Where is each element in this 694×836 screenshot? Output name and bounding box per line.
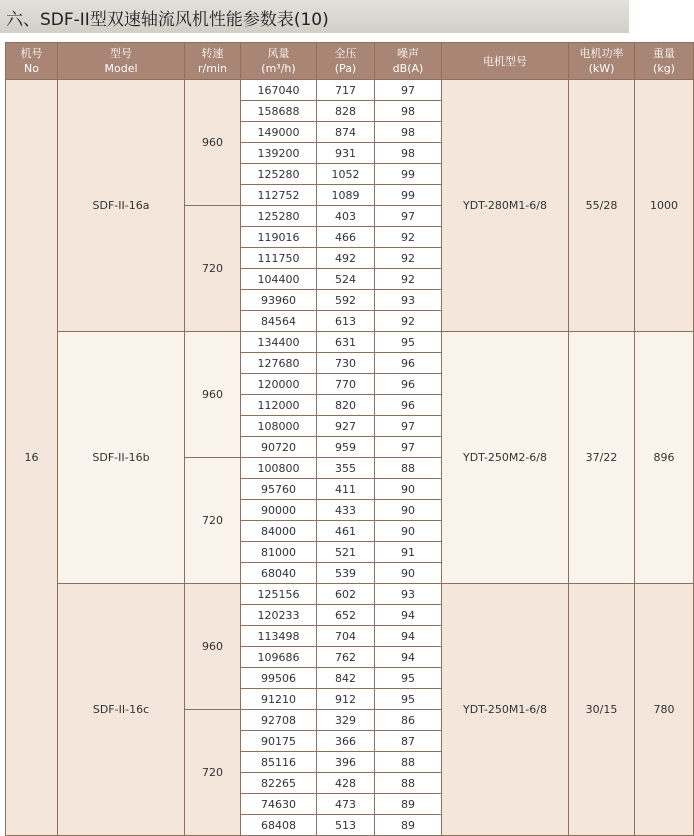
pressure-cell: 461 <box>317 521 375 542</box>
motor-cell: YDT-280M1-6/8 <box>442 80 569 332</box>
airflow-cell: 113498 <box>241 626 317 647</box>
table-header-row <box>6 43 694 80</box>
noise-cell: 90 <box>375 479 442 500</box>
noise-cell: 97 <box>375 416 442 437</box>
noise-cell: 99 <box>375 185 442 206</box>
airflow-cell: 74630 <box>241 794 317 815</box>
airflow-cell: 82265 <box>241 773 317 794</box>
pressure-cell: 433 <box>317 500 375 521</box>
airflow-cell: 90000 <box>241 500 317 521</box>
pressure-cell: 730 <box>317 353 375 374</box>
noise-cell: 96 <box>375 353 442 374</box>
pressure-cell: 492 <box>317 248 375 269</box>
airflow-cell: 167040 <box>241 80 317 101</box>
noise-cell: 98 <box>375 143 442 164</box>
airflow-cell: 68040 <box>241 563 317 584</box>
airflow-cell: 149000 <box>241 122 317 143</box>
header-no: 机号 No <box>6 43 58 80</box>
speed-cell: 960 <box>185 332 241 458</box>
header-noise: 噪声 dB(A) <box>375 43 442 80</box>
weight-cell: 780 <box>635 584 694 836</box>
pressure-cell: 329 <box>317 710 375 731</box>
noise-cell: 89 <box>375 815 442 836</box>
airflow-cell: 81000 <box>241 542 317 563</box>
noise-cell: 93 <box>375 584 442 605</box>
pressure-cell: 828 <box>317 101 375 122</box>
airflow-cell: 125280 <box>241 164 317 185</box>
model-cell: SDF-II-16a <box>58 80 185 332</box>
airflow-cell: 119016 <box>241 227 317 248</box>
airflow-cell: 120000 <box>241 374 317 395</box>
weight-cell: 896 <box>635 332 694 584</box>
airflow-cell: 100800 <box>241 458 317 479</box>
airflow-cell: 125156 <box>241 584 317 605</box>
airflow-cell: 127680 <box>241 353 317 374</box>
pressure-cell: 366 <box>317 731 375 752</box>
pressure-cell: 1052 <box>317 164 375 185</box>
header-weight: 重量 (kg) <box>635 43 694 80</box>
noise-cell: 90 <box>375 500 442 521</box>
airflow-cell: 112752 <box>241 185 317 206</box>
airflow-cell: 93960 <box>241 290 317 311</box>
fan-number-cell: 16 <box>6 80 58 836</box>
table-row <box>6 80 694 101</box>
pressure-cell: 602 <box>317 584 375 605</box>
pressure-cell: 927 <box>317 416 375 437</box>
noise-cell: 92 <box>375 269 442 290</box>
airflow-cell: 99506 <box>241 668 317 689</box>
airflow-cell: 108000 <box>241 416 317 437</box>
header-airflow: 风量 (m³/h) <box>241 43 317 80</box>
noise-cell: 88 <box>375 752 442 773</box>
power-cell: 37/22 <box>569 332 635 584</box>
model-cell: SDF-II-16b <box>58 332 185 584</box>
noise-cell: 87 <box>375 731 442 752</box>
noise-cell: 97 <box>375 437 442 458</box>
airflow-cell: 158688 <box>241 101 317 122</box>
speed-cell: 720 <box>185 710 241 836</box>
pressure-cell: 473 <box>317 794 375 815</box>
noise-cell: 88 <box>375 773 442 794</box>
noise-cell: 97 <box>375 206 442 227</box>
speed-cell: 960 <box>185 80 241 206</box>
power-cell: 30/15 <box>569 584 635 836</box>
table-row <box>6 584 694 605</box>
pressure-cell: 539 <box>317 563 375 584</box>
airflow-cell: 91210 <box>241 689 317 710</box>
noise-cell: 91 <box>375 542 442 563</box>
header-motor: 电机型号 <box>442 43 569 80</box>
pressure-cell: 912 <box>317 689 375 710</box>
noise-cell: 95 <box>375 332 442 353</box>
noise-cell: 92 <box>375 227 442 248</box>
pressure-cell: 874 <box>317 122 375 143</box>
pressure-cell: 652 <box>317 605 375 626</box>
motor-cell: YDT-250M2-6/8 <box>442 332 569 584</box>
airflow-cell: 84564 <box>241 311 317 332</box>
noise-cell: 94 <box>375 647 442 668</box>
power-cell: 55/28 <box>569 80 635 332</box>
noise-cell: 89 <box>375 794 442 815</box>
airflow-cell: 92708 <box>241 710 317 731</box>
pressure-cell: 1089 <box>317 185 375 206</box>
noise-cell: 96 <box>375 374 442 395</box>
model-cell: SDF-II-16c <box>58 584 185 836</box>
pressure-cell: 403 <box>317 206 375 227</box>
page-title: 六、SDF-II型双速轴流风机性能参数表(10) <box>6 10 329 30</box>
pressure-cell: 704 <box>317 626 375 647</box>
noise-cell: 97 <box>375 80 442 101</box>
airflow-cell: 125280 <box>241 206 317 227</box>
performance-table <box>5 42 694 836</box>
pressure-cell: 842 <box>317 668 375 689</box>
airflow-cell: 111750 <box>241 248 317 269</box>
airflow-cell: 139200 <box>241 143 317 164</box>
airflow-cell: 84000 <box>241 521 317 542</box>
motor-cell: YDT-250M1-6/8 <box>442 584 569 836</box>
pressure-cell: 355 <box>317 458 375 479</box>
noise-cell: 98 <box>375 122 442 143</box>
noise-cell: 86 <box>375 710 442 731</box>
pressure-cell: 396 <box>317 752 375 773</box>
noise-cell: 99 <box>375 164 442 185</box>
airflow-cell: 112000 <box>241 395 317 416</box>
airflow-cell: 109686 <box>241 647 317 668</box>
noise-cell: 90 <box>375 521 442 542</box>
pressure-cell: 959 <box>317 437 375 458</box>
pressure-cell: 820 <box>317 395 375 416</box>
header-pressure: 全压 (Pa) <box>317 43 375 80</box>
airflow-cell: 85116 <box>241 752 317 773</box>
speed-cell: 960 <box>185 584 241 710</box>
table-row <box>6 332 694 353</box>
noise-cell: 88 <box>375 458 442 479</box>
pressure-cell: 411 <box>317 479 375 500</box>
weight-cell: 1000 <box>635 80 694 332</box>
header-power: 电机功率 (kW) <box>569 43 635 80</box>
pressure-cell: 513 <box>317 815 375 836</box>
noise-cell: 93 <box>375 290 442 311</box>
pressure-cell: 717 <box>317 80 375 101</box>
noise-cell: 94 <box>375 626 442 647</box>
airflow-cell: 95760 <box>241 479 317 500</box>
airflow-cell: 90175 <box>241 731 317 752</box>
header-model: 型号 Model <box>58 43 185 80</box>
pressure-cell: 592 <box>317 290 375 311</box>
noise-cell: 95 <box>375 668 442 689</box>
noise-cell: 94 <box>375 605 442 626</box>
speed-cell: 720 <box>185 206 241 332</box>
noise-cell: 98 <box>375 101 442 122</box>
noise-cell: 92 <box>375 311 442 332</box>
noise-cell: 92 <box>375 248 442 269</box>
noise-cell: 90 <box>375 563 442 584</box>
title-bar <box>0 0 629 33</box>
pressure-cell: 613 <box>317 311 375 332</box>
pressure-cell: 762 <box>317 647 375 668</box>
pressure-cell: 770 <box>317 374 375 395</box>
pressure-cell: 631 <box>317 332 375 353</box>
header-speed: 转速 r/min <box>185 43 241 80</box>
pressure-cell: 521 <box>317 542 375 563</box>
noise-cell: 96 <box>375 395 442 416</box>
pressure-cell: 524 <box>317 269 375 290</box>
pressure-cell: 466 <box>317 227 375 248</box>
speed-cell: 720 <box>185 458 241 584</box>
airflow-cell: 90720 <box>241 437 317 458</box>
pressure-cell: 428 <box>317 773 375 794</box>
airflow-cell: 104400 <box>241 269 317 290</box>
table-body <box>6 80 694 836</box>
pressure-cell: 931 <box>317 143 375 164</box>
airflow-cell: 68408 <box>241 815 317 836</box>
noise-cell: 95 <box>375 689 442 710</box>
airflow-cell: 134400 <box>241 332 317 353</box>
airflow-cell: 120233 <box>241 605 317 626</box>
